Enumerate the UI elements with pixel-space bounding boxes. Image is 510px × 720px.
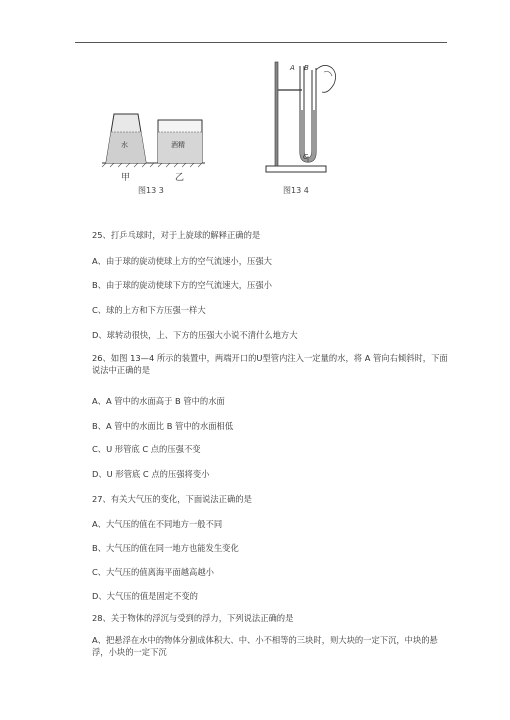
question-28-option-a: A、把悬浮在水中的物体分割成体积大、中、小不相等的三块时，则大块的一定下沉，中块的悬浮，小块的一定下沉 — [92, 635, 438, 657]
fig13-3-label-right: 乙 — [175, 173, 185, 183]
question-27-option-a: A、大气压的值在不同地方一般不同 — [92, 519, 223, 529]
question-27-stem: 27、有关大气压的变化，下面说法正确的是 — [92, 494, 252, 504]
question-26-option-d: D、U 形管底 C 点的压强将变小 — [92, 469, 210, 479]
fig13-4-point-c-label: C — [303, 153, 308, 161]
question-25-stem: 25、打乒乓球时，对于上旋球的解释正确的是 — [92, 230, 261, 240]
fig13-3-caption: 图13 3 — [138, 186, 164, 195]
fig13-4-tube-b-label: B — [304, 64, 309, 72]
question-28-stem: 28、关于物体的浮沉与受到的浮力，下列说法正确的是 — [92, 613, 294, 623]
fig13-3-label-left: 甲 — [121, 173, 131, 183]
fig13-4-tube-a-label: A — [290, 64, 295, 72]
question-26-option-c: C、U 形管底 C 点的压强不变 — [92, 444, 201, 454]
question-26-stem: 26、如图 13—4 所示的装置中，两端开口的U型管内注入一定量的水，将 A 管向右倾斜时，下面说法中正确的是 — [92, 353, 448, 375]
question-27-option-b: B、大气压的值在同一地方也能发生变化 — [92, 543, 239, 553]
fig13-4-caption: 图13 4 — [283, 186, 309, 195]
question-26-option-b: B、A 管中的水面比 B 管中的水面相低 — [92, 421, 234, 431]
question-25-option-a: A、由于球的旋动使球上方的空气流速小，压强大 — [92, 256, 272, 266]
question-27-option-d: D、大气压的值是固定不变的 — [92, 591, 198, 601]
question-25-option-c: C、球的上方和下方压强一样大 — [92, 305, 206, 315]
question-25-option-b: B、由于球的旋动使球下方的空气流速大，压强小 — [92, 280, 272, 290]
question-26-option-a: A、A 管中的水面高于 B 管中的水面 — [92, 396, 225, 406]
fig13-3-left-liquid-label: 水 — [121, 141, 128, 149]
header-rule — [75, 42, 447, 43]
question-27-option-c: C、大气压的值离海平面越高越小 — [92, 567, 214, 577]
fig13-3-right-liquid-label: 酒精 — [171, 141, 185, 149]
figure-13-3-diagram — [100, 108, 210, 170]
question-25-option-d: D、球转动很快，上、下方的压强大小说不清什么地方大 — [92, 330, 298, 340]
